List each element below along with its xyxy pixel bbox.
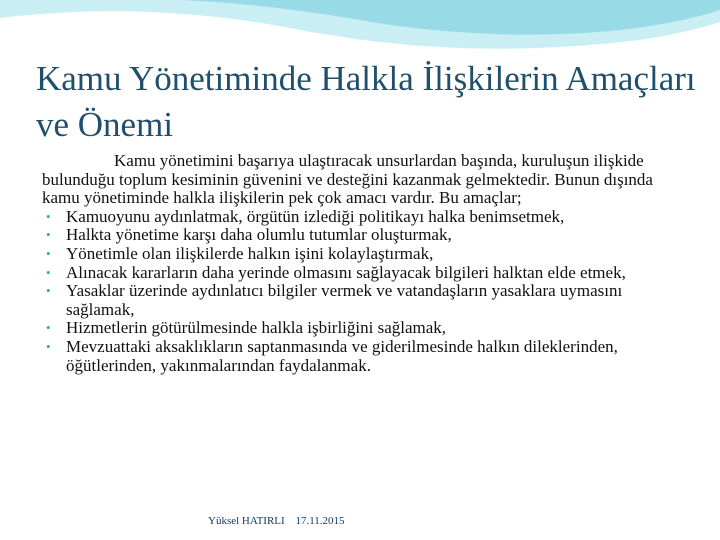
list-item bbox=[42, 245, 682, 264]
bullet-icon: • bbox=[46, 320, 51, 336]
list-item-text: Alınacak kararların daha yerinde olmasını sağlayacak bilgileri halktan elde etmek, bbox=[66, 262, 626, 282]
slide-footer bbox=[208, 515, 353, 527]
bullet-icon: • bbox=[46, 338, 51, 354]
list-item-text: Hizmetlerin götürülmesinde halkla işbirliğini sağlamak, bbox=[66, 318, 447, 338]
slide-body bbox=[42, 152, 682, 375]
footer-date: 17.11.2015 bbox=[295, 515, 345, 527]
list-item bbox=[42, 226, 682, 245]
list-item-text: Kamuoyunu aydınlatmak, örgütün izlediği politikayı halka benimsetmek, bbox=[66, 206, 565, 226]
intro-paragraph: Kamu yönetimini başarıya ulaştıracak unsurlardan başında, kuruluşun ilişkide bulunduğu toplum kesiminin güvenini ve desteğini kazanmak gelmektedir. Bunun dışında kamu yönetiminde halkla ilişkilerin pek çok amacı vardır. Bu amaçlar; bbox=[42, 151, 653, 208]
bullet-icon: • bbox=[46, 245, 51, 261]
bullet-icon: • bbox=[46, 264, 51, 280]
slide-title: Kamu Yönetiminde Halkla İlişkilerin Amaçları ve Önemi bbox=[36, 59, 696, 144]
list-item bbox=[42, 282, 682, 319]
list-item-text: Halkta yönetime karşı daha olumlu tutumlar oluşturmak, bbox=[66, 225, 452, 245]
bullet-icon: • bbox=[46, 227, 51, 243]
list-item bbox=[42, 208, 682, 227]
list-item bbox=[42, 264, 682, 283]
bullet-icon: • bbox=[46, 283, 51, 299]
list-item bbox=[42, 319, 682, 338]
objectives-list bbox=[42, 208, 682, 375]
list-item-text: Yönetimle olan ilişkilerde halkın işini kolaylaştırmak, bbox=[66, 243, 434, 263]
list-item-text: Yasaklar üzerinde aydınlatıcı bilgiler vermek ve vatandaşların yasaklara uymasını sağlamak, bbox=[66, 281, 623, 319]
header-wave-decoration bbox=[0, 0, 720, 60]
bullet-icon: • bbox=[46, 208, 51, 224]
list-item-text: Mevzuattaki aksaklıkların saptanmasında ve giderilmesinde halkın dileklerinden, öğütlerinden, yakınmalarından faydalanmak. bbox=[66, 336, 618, 375]
list-item bbox=[42, 338, 682, 375]
footer-author: Yüksel HATIRLI bbox=[208, 515, 285, 527]
